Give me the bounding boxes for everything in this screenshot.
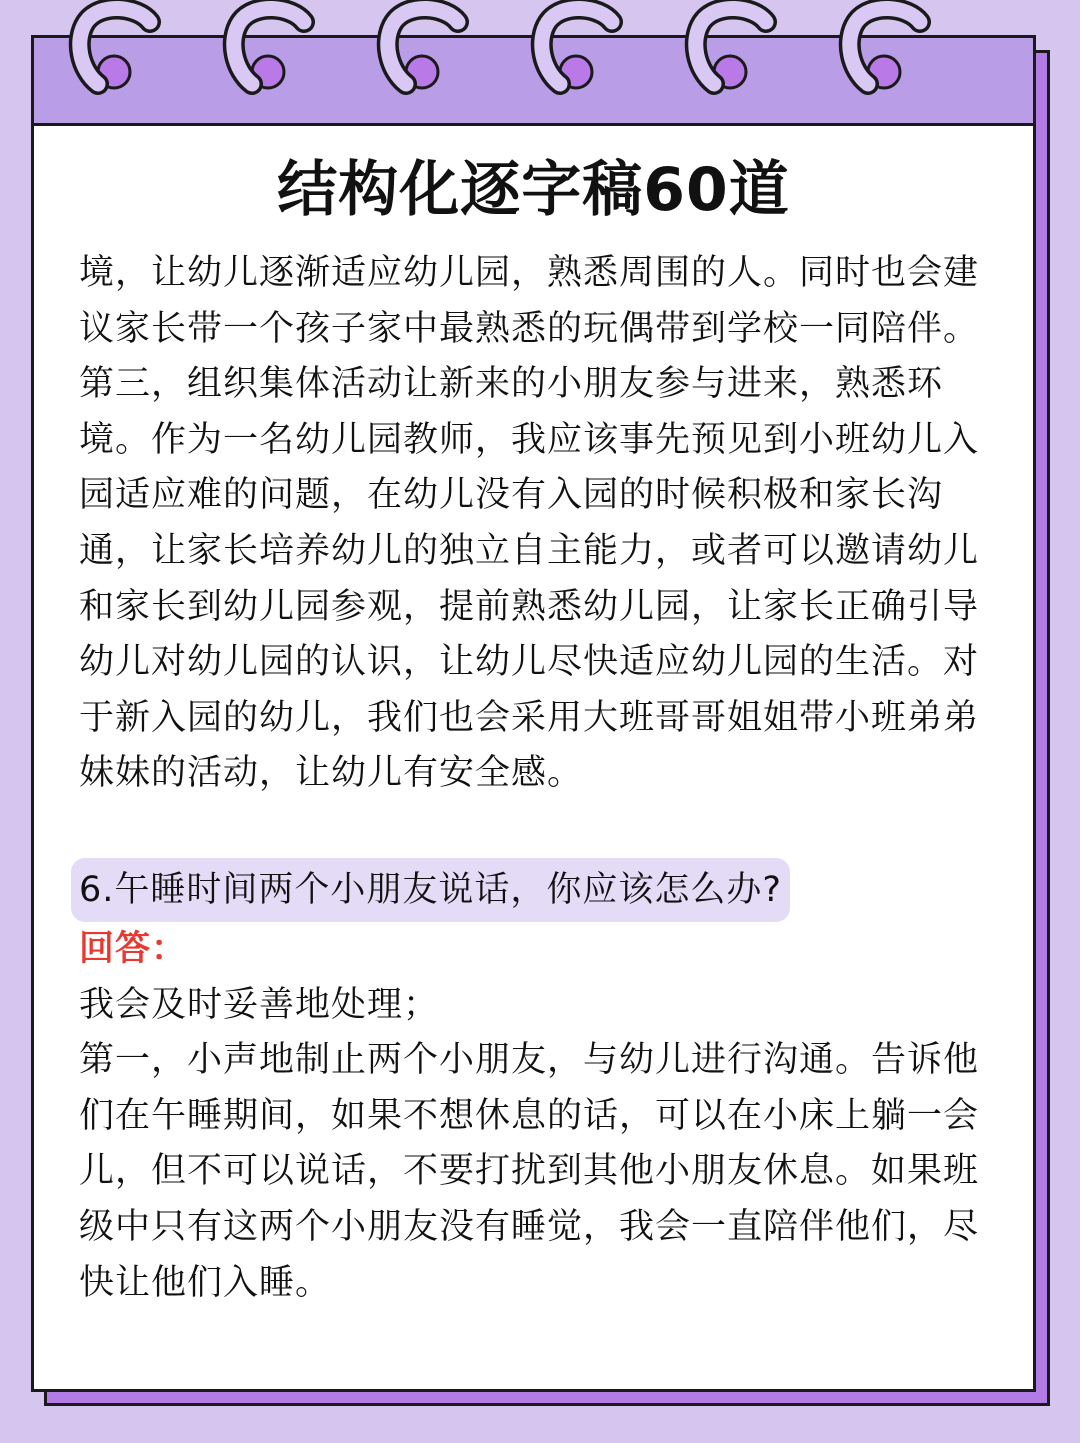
paragraph: 第一，小声地制止两个小朋友，与幼儿进行沟通。告诉他们在午睡期间，如果不想休息的话，可以在小床上躺一会儿，但不可以说话，不要打扰到其他小朋友休息。如果班级中只有这两个小朋友没有睡觉，我会一直陪伴他们，尽快让他们入睡。: [79, 1040, 980, 1303]
binder-header: [34, 38, 1033, 126]
paragraph: 境，让幼儿逐渐适应幼儿园，熟悉周围的人。同时也会建议家长带一个孩子家中最熟悉的玩偶带到学校一同陪伴。: [79, 253, 980, 349]
article-body: [79, 246, 979, 1311]
page-title: 结构化逐字稿60道: [277, 155, 790, 225]
question-highlight: 6.午睡时间两个小朋友说话，你应该怎么办?: [71, 858, 790, 922]
answer-label: 回答：: [79, 928, 188, 969]
paragraph: 第三，组织集体活动让新来的小朋友参与进来，熟悉环境。作为一名幼儿园教师，我应该事先预见到小班幼儿入园适应难的问题，在幼儿没有入园的时候积极和家长沟通，让家长培养幼儿的独立自主能力，或者可以邀请幼儿和家长到幼儿园参观，提前熟悉幼儿园，让家长正确引导幼儿对幼儿园的认识，让幼儿尽快适应幼儿园的生活。对于新入园的幼儿，我们也会采用大班哥哥姐姐带小班弟弟妹妹的活动，让幼儿有安全感。: [79, 364, 980, 794]
paragraph: 我会及时妥善地处理；: [79, 984, 440, 1025]
spacer: [79, 802, 979, 858]
